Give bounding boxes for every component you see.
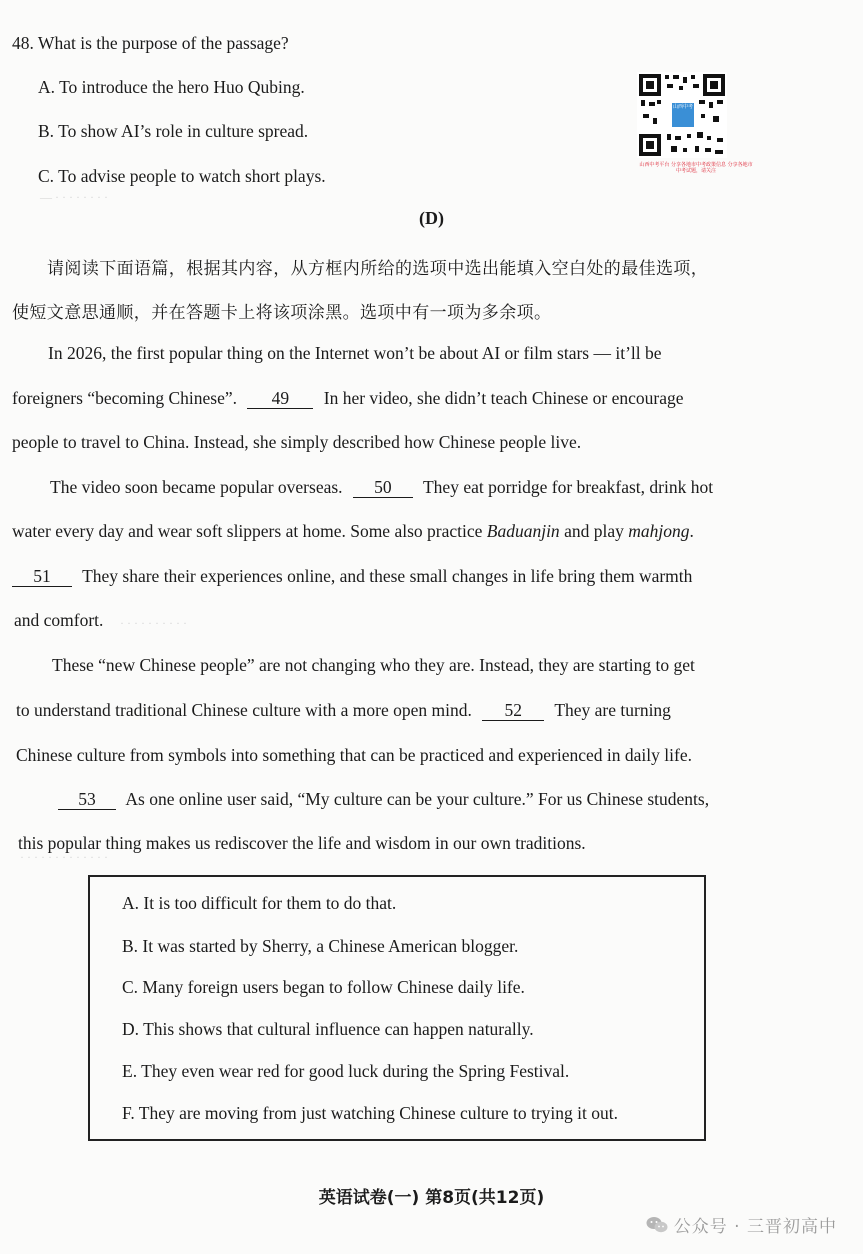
passage-text: foreigners “becoming Chinese”. xyxy=(12,388,237,408)
section-title: (D) xyxy=(419,208,444,228)
passage-p1-line2 xyxy=(12,388,684,409)
passage-text: The video soon became popular overseas. xyxy=(50,477,343,497)
passage-text: As one online user said, “My culture can be your culture.” For us Chinese students, xyxy=(125,789,710,809)
instructions-line-2: 使短文意思通顺，并在答题卡上将该项涂黑。选项中有一项为多余项。 xyxy=(12,303,552,323)
choice-d: D. This shows that cultural influence can happen naturally. xyxy=(122,1019,534,1039)
passage-p1-line1: In 2026, the first popular thing on the Internet won’t be about AI or film stars — it’ll be xyxy=(48,343,662,363)
passage-p4-line2: this popular thing makes us rediscover the life and wisdom in our own traditions. xyxy=(18,833,586,853)
question-48-option-b: B. To show AI’s role in culture spread. xyxy=(38,121,309,141)
choice-c: C. Many foreign users began to follow Chinese daily life. xyxy=(122,977,525,997)
choice-b: B. It was started by Sherry, a Chinese American blogger. xyxy=(122,936,519,956)
bleed-through-mark: · · · · · · · · · · · · · xyxy=(20,850,108,864)
passage-p4-line1 xyxy=(58,789,709,810)
question-48-stem: 48. What is the purpose of the passage? xyxy=(12,33,289,53)
question-48-option-a: A. To introduce the hero Huo Qubing. xyxy=(38,77,305,97)
bleed-through-mark: — · · · · · · · · xyxy=(40,190,108,204)
passage-text: They are turning xyxy=(554,700,671,720)
answer-choices-box xyxy=(88,875,706,1141)
passage-text: to understand traditional Chinese culture with a more open mind. xyxy=(16,700,472,720)
passage-p2-line2 xyxy=(12,521,694,542)
passage-p2-line1 xyxy=(50,477,713,498)
passage-text: and play xyxy=(559,521,629,541)
passage-p1-line3: people to travel to China. Instead, she simply described how Chinese people live. xyxy=(12,432,582,452)
watermark-text: 公众号 · 三晋初高中 xyxy=(673,1217,837,1237)
choice-e: E. They even wear red for good luck during the Spring Festival. xyxy=(122,1061,570,1081)
choice-f: F. They are moving from just watching Chinese culture to trying it out. xyxy=(122,1103,618,1123)
blank-49: 49 xyxy=(247,389,313,409)
blank-50: 50 xyxy=(353,478,413,498)
question-48-option-c: C. To advise people to watch short plays. xyxy=(38,166,326,186)
passage-text: They eat porridge for breakfast, drink hot xyxy=(422,477,714,497)
blank-53: 53 xyxy=(58,790,116,810)
passage-term-baduanjin: Baduanjin xyxy=(486,521,560,541)
qr-code-image xyxy=(637,72,727,158)
passage-p3-line3: Chinese culture from symbols into something that can be practiced and experienced in daily life. xyxy=(16,745,692,765)
passage-text: water every day and wear soft slippers at home. Some also practice xyxy=(12,521,487,541)
bleed-through-mark: · · · · · · · · · · xyxy=(120,616,187,630)
passage-p2-line4: and comfort. xyxy=(14,610,104,630)
blank-51: 51 xyxy=(12,567,72,587)
choice-a: A. It is too difficult for them to do that. xyxy=(122,893,397,913)
passage-p3-line2 xyxy=(16,700,671,721)
wechat-icon xyxy=(646,1216,668,1239)
qr-caption: 山西中考平台 分享各地市中考政策信息 分享各地市中考试题，请关注 xyxy=(639,162,753,174)
passage-term-mahjong: mahjong xyxy=(628,521,690,541)
passage-text: . xyxy=(689,521,694,541)
qr-center-logo: 山西中考 xyxy=(671,102,695,128)
blank-52: 52 xyxy=(482,701,544,721)
passage-text: In her video, she didn’t teach Chinese or encourage xyxy=(323,388,684,408)
passage-text: They share their experiences online, and these small changes in life bring them warmth xyxy=(82,566,693,586)
instructions-line-1: 请阅读下面语篇，根据其内容，从方框内所给的选项中选出能填入空白处的最佳选项， xyxy=(47,259,709,279)
page-footer: 英语试卷(一) 第8页(共12页) xyxy=(318,1188,545,1208)
passage-p2-line3 xyxy=(12,566,692,587)
passage-p3-line1: These “new Chinese people” are not changing who they are. Instead, they are starting to get xyxy=(52,655,695,675)
wechat-watermark xyxy=(646,1212,837,1239)
